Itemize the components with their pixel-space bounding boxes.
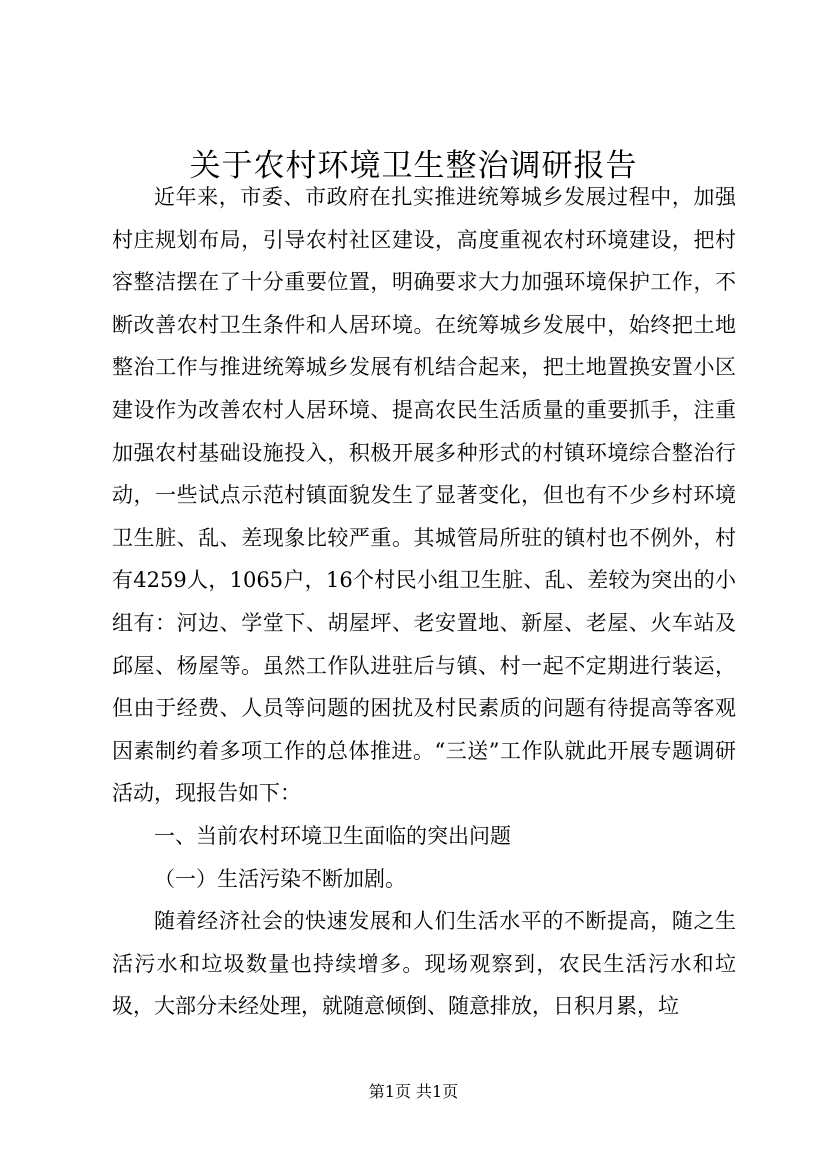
intro-paragraph: 近年来，市委、市政府在扎实推进统筹城乡发展过程中，加强村庄规划布局，引导农村社区建设，高度重视农村环境建设，把村容整洁摆在了十分重要位置，明确要求大力加强环境保护工作，不断改善农村卫生条件和人居环境。在统筹城乡发展中，始终把土地整治工作与推进统筹城乡发展有机结合起来，把土地置换安置小区建设作为改善农村人居环境、提高农民生活质量的重要抓手，注重加强农村基础设施投入，积极开展多种形式的村镇环境综合整治行动，一些试点示范村镇面貌发生了显著变化，但也有不少乡村环境卫生脏、乱、差现象比较严重。其城管局所驻的镇村也不例外，村有4259人，1065户，16个村民小组卫生脏、乱、差较为突出的小组有：河边、学堂下、胡屋坪、老安置地、新屋、老屋、火车站及邱屋、杨屋等。虽然工作队进驻后与镇、村一起不定期进行装运，但由于经费、人员等问题的困扰及村民素质的问题有待提高等客观因素制约着多项工作的总体推进。“三送”工作队就此开展专题调研活动，现报告如下：	[112, 185, 736, 806]
section-heading: 一、当前农村环境卫生面临的突出问题	[154, 823, 511, 848]
page-number-footer: 第1页 共1页	[368, 1082, 459, 1101]
body-paragraph: 随着经济社会的快速发展和人们生活水平的不断提高，随之生活污水和垃圾数量也持续增多。现场观察到，农民生活污水和垃圾，大部分未经处理，就随意倾倒、随意排放，日积月累，垃	[112, 909, 736, 1019]
document-title: 关于农村环境卫生整治调研报告	[189, 148, 638, 184]
document-body	[112, 176, 736, 1028]
subsection-heading: （一）生活污染不断加剧。	[154, 866, 406, 891]
